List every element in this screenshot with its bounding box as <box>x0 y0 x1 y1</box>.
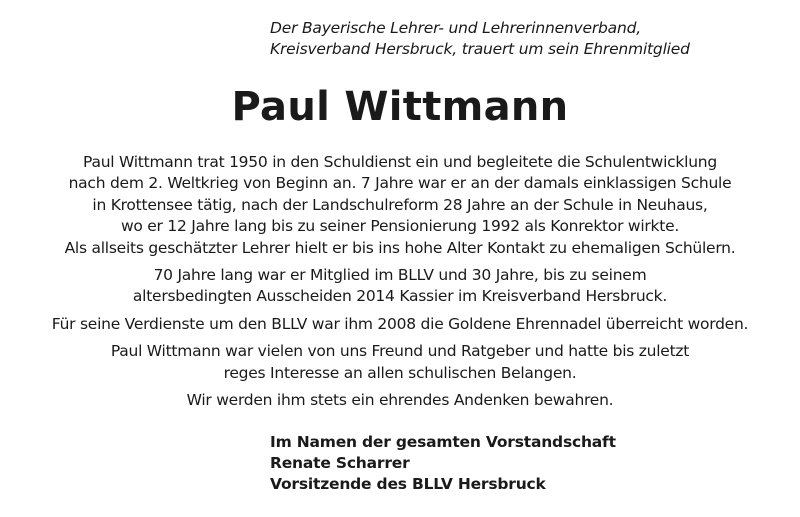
body-line: in Krottensee tätig, nach der Landschulreform 28 Jahre an der Schule in Neuhaus, <box>92 195 708 214</box>
header-line-2: Kreisverband Hersbruck, trauert um sein Ehrenmitglied <box>270 40 690 58</box>
body-line: Paul Wittmann war vielen von uns Freund und Ratgeber und hatte bis zuletzt <box>110 342 690 361</box>
signature-block <box>270 432 616 495</box>
paragraph-membership <box>0 265 800 308</box>
deceased-name: Paul Wittmann <box>231 84 569 130</box>
body-line: Wir werden ihm stets ein ehrendes Andenken bewahren. <box>186 391 614 410</box>
body-line: altersbedingten Ausscheiden 2014 Kassier im Kreisverband Hersbruck. <box>132 287 668 306</box>
paragraph-honor <box>0 314 800 335</box>
header-line-1: Der Bayerische Lehrer- und Lehrerinnenverband, <box>270 19 641 37</box>
obituary-body <box>0 152 800 417</box>
paragraph-career <box>0 152 800 259</box>
body-line: wo er 12 Jahre lang bis zu seiner Pensionierung 1992 als Konrektor wirkte. <box>120 217 680 236</box>
body-line: Als allseits geschätzter Lehrer hielt er bis ins hohe Alter Kontakt zu ehemaligen Schülern. <box>64 238 736 257</box>
body-line: Paul Wittmann trat 1950 in den Schuldienst ein und begleitete die Schulentwicklung <box>83 153 717 171</box>
signature-name: Renate Scharrer <box>270 454 410 472</box>
body-line: reges Interesse an allen schulischen Belangen. <box>223 363 577 382</box>
paragraph-remembrance <box>0 390 800 411</box>
body-line: Für seine Verdienste um den BLLV war ihm 2008 die Goldene Ehrennadel überreicht worden. <box>51 314 749 333</box>
body-line: 70 Jahre lang war er Mitglied im BLLV und 30 Jahre, bis zu seinem <box>153 266 647 285</box>
signature-role: Vorsitzende des BLLV Hersbruck <box>270 475 546 493</box>
header-intro <box>270 18 770 60</box>
body-line: nach dem 2. Weltkrieg von Beginn an. 7 Jahre war er an der damals einklassigen Schule <box>68 174 732 193</box>
signature-line-1: Im Namen der gesamten Vorstandschaft <box>270 433 616 451</box>
paragraph-friend <box>0 341 800 384</box>
